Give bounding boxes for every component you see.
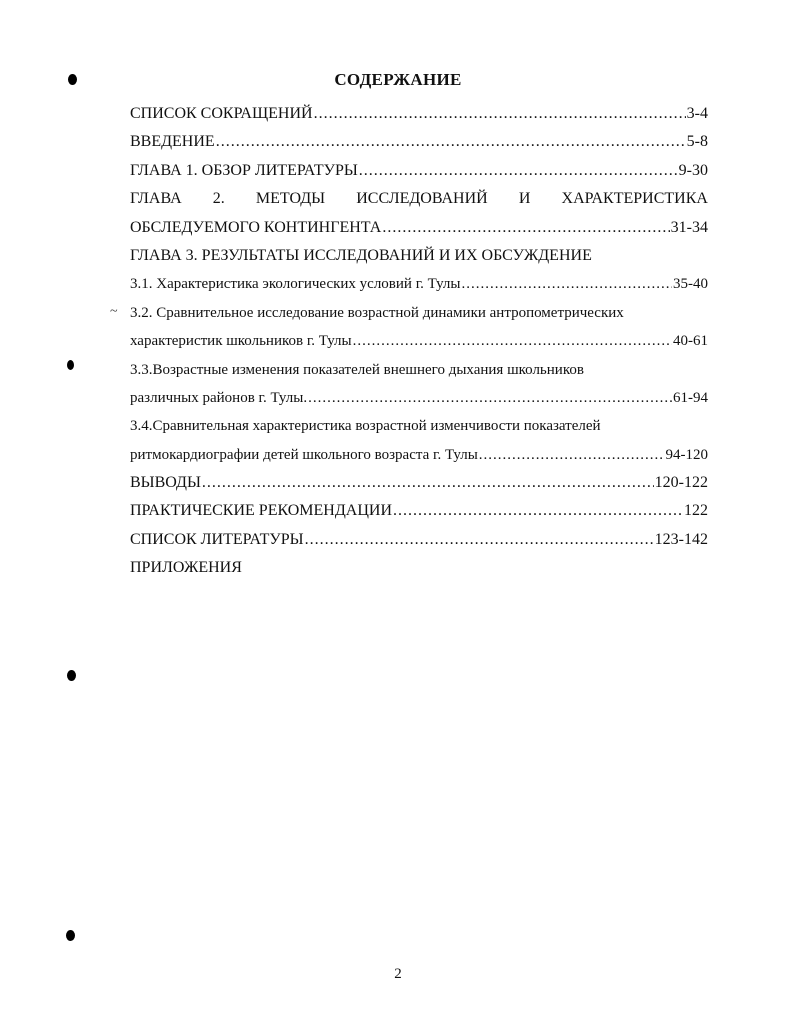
toc-word: ХАРАКТЕРИСТИКА xyxy=(561,190,708,208)
toc-entry xyxy=(130,128,708,156)
toc-word: И xyxy=(518,190,531,208)
toc-leader-dots xyxy=(382,214,669,242)
toc-entry-label: СПИСОК СОКРАЩЕНИЙ xyxy=(130,105,313,122)
toc-entry xyxy=(130,100,708,128)
toc-entry-pages: 61-94 xyxy=(673,389,708,406)
punch-hole-mark xyxy=(66,930,75,941)
punch-hole-mark xyxy=(67,360,74,370)
toc-entry-label: ПРИЛОЖЕНИЯ xyxy=(130,559,242,577)
scan-mark: ~ xyxy=(110,304,118,319)
toc-entry-label: 3.2. Сравнительное исследование возрастной динамики антропометрических xyxy=(130,304,624,321)
toc-entry-label: 3.4.Сравнительная характеристика возрастной изменчивости показателей xyxy=(130,418,601,435)
toc-entry-label: ВЫВОДЫ xyxy=(130,474,201,492)
toc-entry-pages: 9-30 xyxy=(678,161,708,179)
toc-entry-pages: 35-40 xyxy=(673,276,708,293)
toc-entry-label: 3.3.Возрастные изменения показателей внешнего дыхания школьников xyxy=(130,361,584,378)
toc-entry xyxy=(130,214,708,242)
toc-entry xyxy=(130,384,708,412)
toc-entry-label: СПИСОК ЛИТЕРАТУРЫ xyxy=(130,530,304,548)
toc-entry xyxy=(130,270,708,298)
toc-entry-line1 xyxy=(130,356,708,384)
toc-entry-pages: 123-142 xyxy=(654,530,708,548)
toc-entry-label: ВВЕДЕНИЕ xyxy=(130,133,215,151)
toc-entry xyxy=(130,327,708,355)
toc-entry-label: ОБСЛЕДУЕМОГО КОНТИНГЕНТА xyxy=(130,218,382,236)
toc-entry xyxy=(130,554,708,582)
toc-section-heading xyxy=(130,242,708,270)
toc-leader-dots xyxy=(461,270,672,298)
toc-entry-label: ГЛАВА 1. ОБЗОР ЛИТЕРАТУРЫ xyxy=(130,161,358,179)
toc-entry-label: различных районов г. Тулы. xyxy=(130,389,308,406)
toc-entry-line1 xyxy=(130,412,708,440)
toc-entry xyxy=(130,157,708,185)
toc-entry-pages: 31-34 xyxy=(670,218,708,236)
toc-entry xyxy=(130,469,708,497)
toc-leader-dots xyxy=(359,157,678,185)
toc-leader-dots xyxy=(353,327,672,355)
toc-leader-dots xyxy=(308,384,672,412)
punch-hole-mark xyxy=(67,670,76,681)
toc-word: ГЛАВА xyxy=(130,190,182,208)
toc-word: МЕТОДЫ xyxy=(255,190,326,208)
toc-entry-pages: 40-61 xyxy=(673,333,708,350)
page-number: 2 xyxy=(394,966,402,982)
toc-entry-label: 3.1. Характеристика экологических условий г. Тулы xyxy=(130,276,461,293)
toc-leader-dots xyxy=(479,441,665,469)
table-of-contents xyxy=(130,100,708,583)
toc-entry-pages: 94-120 xyxy=(665,446,708,463)
toc-entry xyxy=(130,497,708,525)
toc-entry-line1 xyxy=(130,299,708,327)
toc-entry-pages: 122 xyxy=(684,502,708,520)
toc-title: СОДЕРЖАНИЕ xyxy=(334,70,462,89)
toc-word: 2. xyxy=(212,190,225,208)
toc-leader-dots xyxy=(202,469,654,497)
toc-entry-label: ПРАКТИЧЕСКИЕ РЕКОМЕНДАЦИИ xyxy=(130,502,392,520)
toc-word: ИССЛЕДОВАНИЙ xyxy=(356,190,488,208)
toc-leader-dots xyxy=(305,526,654,554)
toc-entry-label: ГЛАВА 3. РЕЗУЛЬТАТЫ ИССЛЕДОВАНИЙ И ИХ ОБСУЖДЕНИЕ xyxy=(130,246,592,264)
toc-leader-dots xyxy=(393,497,683,525)
toc-entry-pages: 3-4 xyxy=(686,105,708,122)
toc-entry-pages: 5-8 xyxy=(686,133,708,151)
toc-entry xyxy=(130,526,708,554)
toc-entry-label: ритмокардиографии детей школьного возраста г. Тулы xyxy=(130,446,478,463)
toc-leader-dots xyxy=(314,100,686,128)
toc-entry xyxy=(130,441,708,469)
toc-leader-dots xyxy=(216,128,686,156)
toc-entry-line1 xyxy=(130,185,708,213)
toc-entry-label: характеристик школьников г. Тулы xyxy=(130,333,352,350)
toc-entry-pages: 120-122 xyxy=(654,474,708,492)
